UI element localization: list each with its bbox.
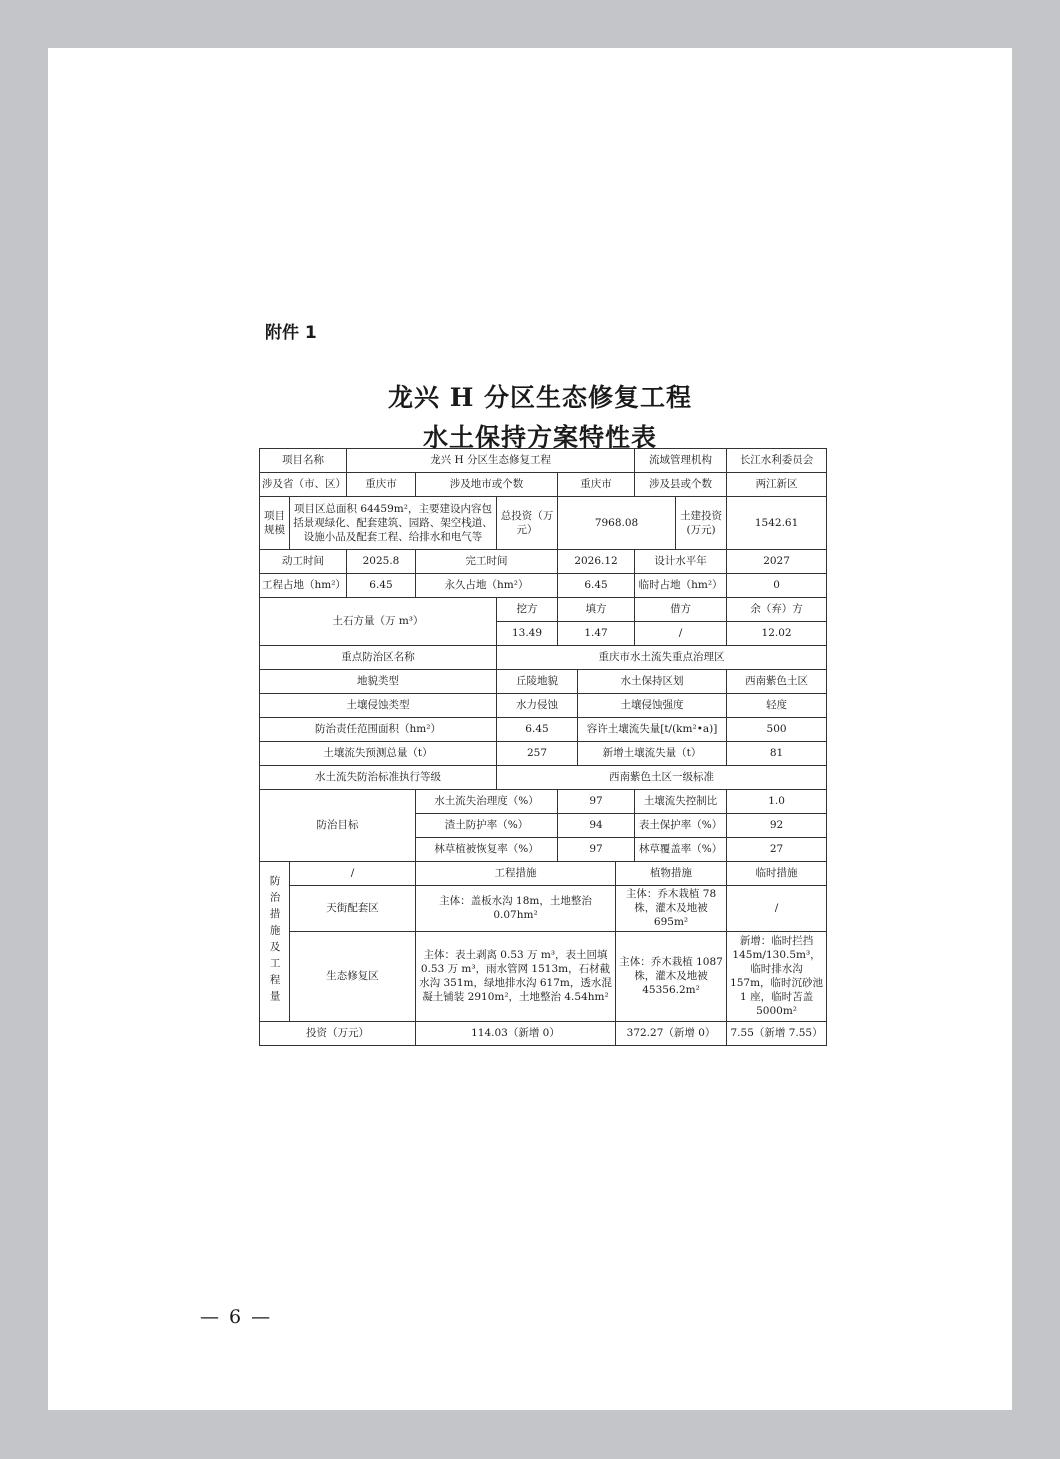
cell-label: 渣土防护率（%）: [416, 814, 558, 838]
table-row: [260, 862, 827, 886]
table-row: [260, 790, 827, 814]
cell-label: 项目名称: [260, 449, 347, 473]
cell-label: 容许土壤流失量[t/(km²•a)]: [578, 718, 727, 742]
cell-label: 永久占地（hm²）: [416, 574, 558, 598]
cell-label: 天街配套区: [290, 886, 416, 932]
cell-label: 土壤流失预测总量（t）: [260, 742, 497, 766]
attachment-label: 附件 1: [265, 323, 317, 343]
cell-label: 土建投资(万元): [676, 497, 727, 550]
cell-label: 表土保护率（%）: [635, 814, 727, 838]
cell-value: 重庆市: [558, 473, 635, 497]
cell-value: 水力侵蚀: [497, 694, 578, 718]
table-row: [260, 742, 827, 766]
cell-label: 生态修复区: [290, 931, 416, 1021]
table-row: [260, 449, 827, 473]
cell-label: 工程占地（hm²）: [260, 574, 347, 598]
cell-value: 7.55（新增 7.55）: [727, 1021, 827, 1045]
cell-value: 257: [497, 742, 578, 766]
cell-label: 土石方量（万 m³）: [260, 598, 497, 646]
characteristics-table: [259, 448, 827, 1046]
cell-value: 两江新区: [727, 473, 827, 497]
cell-value: 主体：乔木栽植 78 株，灌木及地被 695m²: [616, 886, 727, 932]
cell-label: 涉及地市或个数: [416, 473, 558, 497]
cell-label: 防治措施及工程量: [260, 862, 290, 1022]
cell-value: 龙兴 H 分区生态修复工程: [347, 449, 635, 473]
cell-value: 1.47: [558, 622, 635, 646]
cell-label: 挖方: [497, 598, 558, 622]
cell-value: 轻度: [727, 694, 827, 718]
cell-value: 2026.12: [558, 550, 635, 574]
cell-value: /: [727, 886, 827, 932]
table-row: [260, 931, 827, 1021]
cell-label: 临时措施: [727, 862, 827, 886]
cell-label: 新增土壤流失量（t）: [578, 742, 727, 766]
cell-label: 涉及县或个数: [635, 473, 727, 497]
cell-value: 97: [558, 838, 635, 862]
table-row: [260, 574, 827, 598]
cell-value: 6.45: [497, 718, 578, 742]
table-row: [260, 694, 827, 718]
table-row: [260, 766, 827, 790]
cell-label: 临时占地（hm²）: [635, 574, 727, 598]
cell-value: 27: [727, 838, 827, 862]
table-row: [260, 598, 827, 622]
cell-value: 主体：盖板水沟 18m，土地整治 0.07hm²: [416, 886, 616, 932]
cell-value: 2025.8: [347, 550, 416, 574]
cell-value: 重庆市水土流失重点治理区: [497, 646, 827, 670]
cell-label: 动工时间: [260, 550, 347, 574]
cell-label: 水土流失防治标准执行等级: [260, 766, 497, 790]
cell-label: 流域管理机构: [635, 449, 727, 473]
table-row: [260, 670, 827, 694]
cell-label: 总投资（万元）: [497, 497, 558, 550]
cell-value: 500: [727, 718, 827, 742]
cell-value: 92: [727, 814, 827, 838]
cell-label: 水土流失治理度（%）: [416, 790, 558, 814]
cell-label: 重点防治区名称: [260, 646, 497, 670]
table-row: [260, 497, 827, 550]
cell-label: /: [290, 862, 416, 886]
table-row: [260, 886, 827, 932]
document-title: 龙兴 H 分区生态修复工程: [387, 383, 693, 412]
cell-label: 水土保持区划: [578, 670, 727, 694]
cell-value: 6.45: [558, 574, 635, 598]
table-row: [260, 646, 827, 670]
cell-label: 土壤侵蚀强度: [578, 694, 727, 718]
cell-label: 植物措施: [616, 862, 727, 886]
cell-value: 114.03（新增 0）: [416, 1021, 616, 1045]
table-row: [260, 550, 827, 574]
cell-value: 1.0: [727, 790, 827, 814]
cell-value: 7968.08: [558, 497, 676, 550]
document-subtitle: 水土保持方案特性表: [422, 423, 657, 452]
cell-value: 372.27（新增 0）: [616, 1021, 727, 1045]
cell-label: 设计水平年: [635, 550, 727, 574]
cell-label: 项目规模: [260, 497, 290, 550]
cell-label: 投资（万元）: [260, 1021, 416, 1045]
cell-value: 6.45: [347, 574, 416, 598]
cell-label: 林草植被恢复率（%）: [416, 838, 558, 862]
cell-value: 12.02: [727, 622, 827, 646]
cell-value: /: [635, 622, 727, 646]
cell-label: 林草覆盖率（%）: [635, 838, 727, 862]
document-page: [48, 48, 1012, 1410]
table-row: [260, 718, 827, 742]
cell-label: 防治目标: [260, 790, 416, 862]
cell-value: 97: [558, 790, 635, 814]
table-row: [260, 473, 827, 497]
cell-value: 西南紫色土区一级标准: [497, 766, 827, 790]
cell-value: 长江水利委员会: [727, 449, 827, 473]
cell-label: 借方: [635, 598, 727, 622]
cell-label: 土壤侵蚀类型: [260, 694, 497, 718]
cell-label: 土壤流失控制比: [635, 790, 727, 814]
page-number: — 6 —: [200, 1306, 273, 1328]
cell-value: 丘陵地貌: [497, 670, 578, 694]
cell-label: 完工时间: [416, 550, 558, 574]
cell-value: 西南紫色土区: [727, 670, 827, 694]
table-row: [260, 1021, 827, 1045]
cell-value: 81: [727, 742, 827, 766]
cell-value: 主体：表土剥离 0.53 万 m³，表土回填 0.53 万 m³，雨水管网 1513m，石材截水沟 351m，绿地排水沟 617m，透水混凝土铺装 2910m²，土地整治 4.54hm²: [416, 931, 616, 1021]
cell-value: 新增：临时拦挡 145m/130.5m³，临时排水沟 157m，临时沉砂池 1 座，临时苫盖 5000m²: [727, 931, 827, 1021]
cell-value: 1542.61: [727, 497, 827, 550]
cell-value: 94: [558, 814, 635, 838]
cell-label: 余（弃）方: [727, 598, 827, 622]
cell-label: 涉及省（市、区）: [260, 473, 347, 497]
cell-label: 地貌类型: [260, 670, 497, 694]
cell-label: 防治责任范围面积（hm²）: [260, 718, 497, 742]
cell-label: 填方: [558, 598, 635, 622]
cell-label: 工程措施: [416, 862, 616, 886]
cell-value: 重庆市: [347, 473, 416, 497]
cell-value: 2027: [727, 550, 827, 574]
cell-value: 主体：乔木栽植 1087 株，灌木及地被 45356.2m²: [616, 931, 727, 1021]
cell-value: 13.49: [497, 622, 558, 646]
cell-value: 0: [727, 574, 827, 598]
cell-value: 项目区总面积 64459m²，主要建设内容包括景观绿化、配套建筑、园路、架空栈道、设施小品及配套工程、给排水和电气等: [290, 497, 497, 550]
